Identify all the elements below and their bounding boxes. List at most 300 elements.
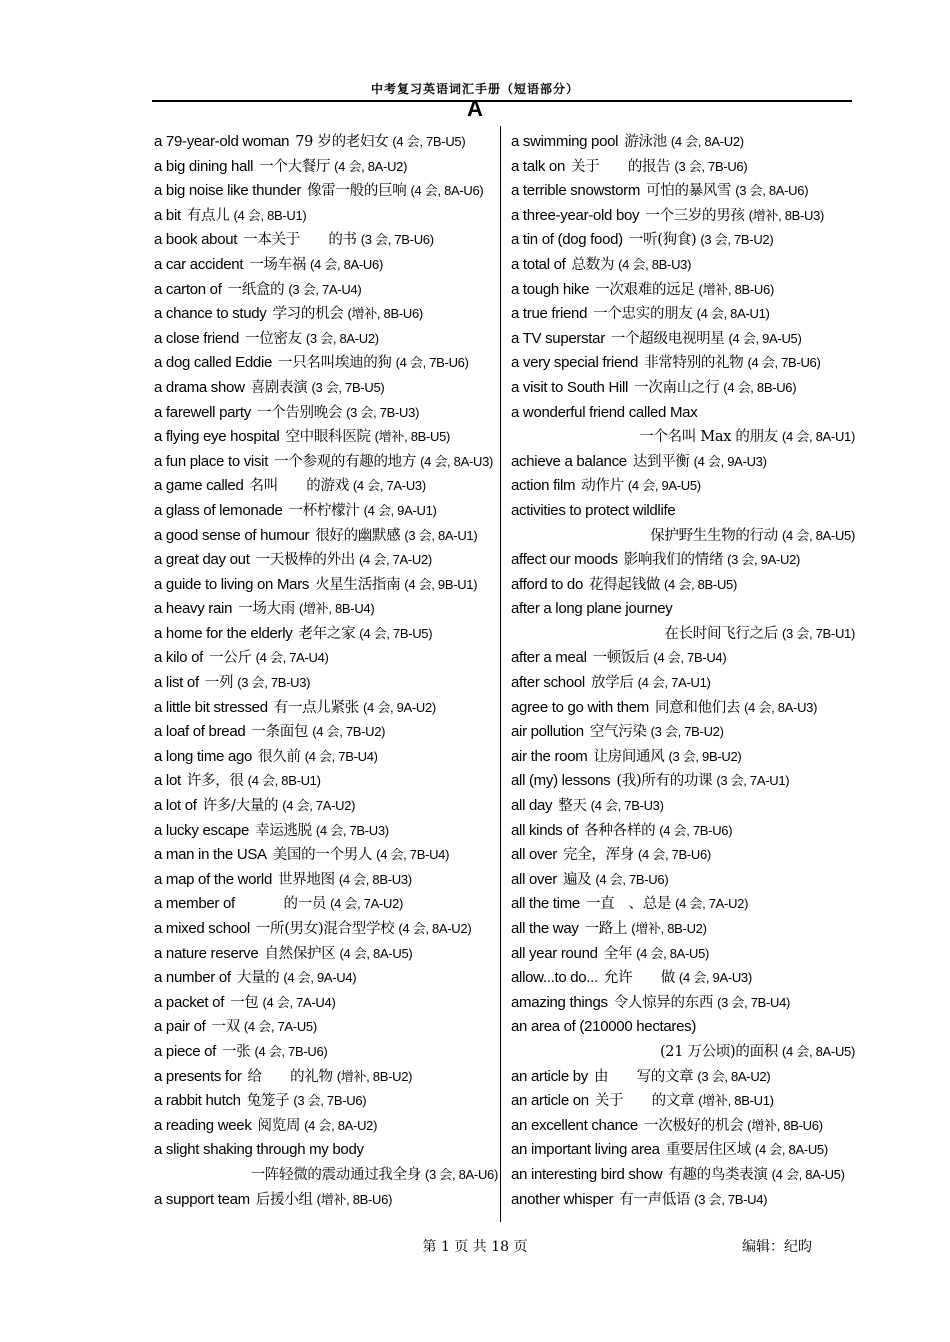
phrase-english: a close friend xyxy=(154,329,240,347)
phrase-chinese: 令人惊异的东西 xyxy=(613,994,714,1011)
phrase-english: a number of xyxy=(154,969,231,987)
phrase-chinese: 完全，浑身 xyxy=(562,847,634,864)
phrase-level-tag: (4 会, 7B-U5) xyxy=(359,625,433,641)
phrase-entry xyxy=(511,1089,855,1114)
phrase-level-tag: (3 会, 8A-U2) xyxy=(697,1068,771,1084)
phrase-chinese: 兔笼子 xyxy=(246,1093,290,1110)
phrase-english: allow...to do... xyxy=(511,969,598,987)
phrase-entry xyxy=(511,548,855,573)
phrase-entry xyxy=(154,376,498,401)
phrase-english: a reading week xyxy=(154,1116,252,1134)
phrase-english: an article on xyxy=(511,1092,589,1110)
page-number: 第 1 页 共 18 页 xyxy=(422,1239,528,1255)
phrase-level-tag: (3 会, 7B-U5) xyxy=(311,379,385,395)
phrase-chinese: 一次南山之行 xyxy=(634,379,720,396)
phrase-entry xyxy=(154,769,498,794)
phrase-chinese: 重要居住区域 xyxy=(665,1142,751,1159)
phrase-level-tag: (增补, 8B-U1) xyxy=(698,1093,774,1109)
phrase-chinese: 大量的 xyxy=(236,970,280,987)
phrase-english: an excellent chance xyxy=(511,1116,638,1134)
phrase-english: a swimming pool xyxy=(511,133,619,150)
phrase-chinese: 一个参观的有趣的地方 xyxy=(274,453,417,470)
phrase-chinese: 有一点儿紧张 xyxy=(273,699,359,716)
phrase-level-tag: (4 会, 8A-U3) xyxy=(420,453,494,469)
phrase-chinese: 各种各样的 xyxy=(584,822,656,839)
phrase-chinese: 一个超级电视明星 xyxy=(610,330,725,347)
phrase-chinese: 在长时间飞行之后 xyxy=(664,625,779,642)
phrase-entry xyxy=(511,1138,855,1163)
phrase-entry xyxy=(154,597,498,622)
phrase-level-tag: (3 会, 7B-U6) xyxy=(674,158,748,174)
phrase-entry xyxy=(511,597,855,646)
phrase-level-tag: (4 会, 8A-U3) xyxy=(744,699,818,715)
phrase-english: a guide to living on Mars xyxy=(154,575,310,593)
phrase-chinese: 非常特别的礼物 xyxy=(644,355,744,372)
phrase-english: a mixed school xyxy=(154,920,250,937)
phrase-entry xyxy=(511,499,855,548)
phrase-chinese: 由 写的文章 xyxy=(593,1068,694,1085)
phrase-entry xyxy=(154,474,498,499)
phrase-entry xyxy=(154,917,498,942)
phrase-chinese: 一双 xyxy=(211,1019,240,1036)
phrase-entry xyxy=(154,966,498,991)
phrase-english: all day xyxy=(511,797,553,815)
phrase-english: a little bit stressed xyxy=(154,698,268,716)
phrase-level-tag: (4 会, 7A-U4) xyxy=(262,994,336,1010)
phrase-chinese: 一纸盒的 xyxy=(227,281,285,298)
phrase-entry xyxy=(154,671,498,696)
phrase-level-tag: (4 会, 8A-U1) xyxy=(696,306,770,322)
phrase-english: all (my) lessons xyxy=(511,772,611,790)
phrase-entry xyxy=(154,720,498,745)
phrase-english: affect our moods xyxy=(511,551,618,569)
phrase-level-tag: (4 会, 7A-U2) xyxy=(282,798,356,814)
phrase-chinese: 一公斤 xyxy=(209,650,252,667)
phrase-level-tag: (4 会, 8A-U6) xyxy=(310,256,383,272)
phrase-english: a rabbit hutch xyxy=(154,1092,241,1110)
phrase-entry xyxy=(511,302,855,327)
phrase-level-tag: (4 会, 7B-U6) xyxy=(747,355,821,371)
phrase-chinese: 后援小组 xyxy=(255,1191,313,1208)
phrase-entry xyxy=(154,1015,498,1040)
phrase-level-tag: (3 会, 7B-U2) xyxy=(650,724,724,740)
phrase-entry xyxy=(154,794,498,819)
phrase-chinese: 许多/大量的 xyxy=(202,798,279,815)
phrase-entry xyxy=(154,155,498,180)
phrase-chinese: 一直 、总是 xyxy=(585,896,672,913)
phrase-entry xyxy=(511,720,855,745)
phrase-english: a loaf of bread xyxy=(154,723,246,741)
phrase-entry xyxy=(154,1138,498,1187)
phrase-level-tag: (4 会, 8A-U1) xyxy=(782,429,855,445)
phrase-entry xyxy=(154,646,498,671)
phrase-chinese: 一包 xyxy=(230,994,259,1011)
phrase-level-tag: (3 会, 7B-U4) xyxy=(717,994,791,1010)
phrase-english: a big noise like thunder xyxy=(154,182,302,200)
phrase-level-tag: (4 会, 7B-U4) xyxy=(653,650,727,666)
phrase-english: action film xyxy=(511,477,576,495)
phrase-entry xyxy=(154,1188,498,1213)
phrase-chinese: 一列 xyxy=(204,675,234,692)
phrase-chinese: 老年之家 xyxy=(298,625,356,642)
phrase-level-tag: (4 会, 8A-U2) xyxy=(670,134,744,149)
phrase-level-tag: (4 会, 8A-U2) xyxy=(398,921,472,936)
phrase-entry xyxy=(511,794,855,819)
phrase-chinese: 名叫 的游戏 xyxy=(249,478,349,495)
phrase-entry xyxy=(511,179,855,204)
phrase-entry xyxy=(154,1089,498,1114)
phrase-entry xyxy=(511,1163,855,1188)
phrase-english: a lucky escape xyxy=(154,821,250,839)
phrase-chinese: 关于 的报告 xyxy=(571,158,671,175)
phrase-level-tag: (4 会, 7B-U6) xyxy=(659,822,733,838)
phrase-entry xyxy=(511,204,855,229)
phrase-entry xyxy=(511,253,855,278)
phrase-english: a flying eye hospital xyxy=(154,428,280,446)
phrase-level-tag: (4 会, 9A-U1) xyxy=(363,502,437,518)
phrase-chinese: 一只名叫埃迪的狗 xyxy=(278,355,392,372)
phrase-level-tag: (3 会, 8A-U2) xyxy=(305,330,379,346)
phrase-entry xyxy=(511,942,855,967)
phrase-english: a car accident xyxy=(154,255,244,273)
phrase-entry xyxy=(154,942,498,967)
phrase-entry xyxy=(511,991,855,1016)
phrase-level-tag: (3 会, 7A-U1) xyxy=(716,773,790,789)
phrase-chinese: 一场大雨 xyxy=(238,601,295,618)
phrase-english: achieve a balance xyxy=(511,452,627,470)
phrase-entry xyxy=(511,130,855,155)
phrase-english: an article by xyxy=(511,1067,588,1085)
phrase-entry xyxy=(511,696,855,721)
phrase-english: a pair of xyxy=(154,1018,206,1036)
phrase-english: a long time ago xyxy=(154,747,253,765)
phrase-level-tag: (增补, 8B-U2) xyxy=(336,1068,413,1084)
phrase-english: amazing things xyxy=(511,993,608,1011)
phrase-level-tag: (增补, 8B-U5) xyxy=(374,429,451,445)
phrase-chinese: 一本关于 的书 xyxy=(243,232,357,249)
phrase-chinese: 一路上 xyxy=(584,921,628,937)
phrase-entry xyxy=(154,253,498,278)
phrase-entry xyxy=(154,204,498,229)
phrase-level-tag: (增补, 8B-U6) xyxy=(347,306,423,322)
phrase-entry xyxy=(154,499,498,524)
phrase-chinese: 允许 做 xyxy=(603,970,675,987)
phrase-chinese: 花得起钱做 xyxy=(589,576,661,593)
phrase-chinese: 给 的礼物 xyxy=(247,1068,333,1085)
phrase-entry xyxy=(154,130,498,155)
phrase-chinese: 一天极棒的外出 xyxy=(255,552,355,569)
phrase-entry xyxy=(511,892,855,917)
phrase-chinese: 阅览周 xyxy=(257,1117,301,1134)
phrase-chinese: 学习的机会 xyxy=(272,306,344,323)
phrase-entry xyxy=(511,819,855,844)
phrase-english: a tin of (dog food) xyxy=(511,231,623,249)
phrase-level-tag: (3 会, 7B-U3) xyxy=(237,675,311,691)
phrase-second-line xyxy=(654,1040,855,1065)
phrase-entry xyxy=(511,917,855,942)
phrase-entry xyxy=(511,155,855,180)
phrase-english: a carton of xyxy=(154,280,222,298)
phrase-english: afford to do xyxy=(511,575,584,593)
phrase-english: a support team xyxy=(154,1190,250,1208)
phrase-level-tag: (4 会, 7A-U3) xyxy=(352,478,426,494)
phrase-entry xyxy=(154,573,498,598)
phrase-english: a 79-year-old woman xyxy=(154,133,290,150)
phrase-chinese: 一次艰难的远足 xyxy=(595,281,695,298)
phrase-english: a list of xyxy=(154,674,199,692)
phrase-entry xyxy=(511,228,855,253)
phrase-entry xyxy=(511,1114,855,1139)
phrase-entry xyxy=(154,1065,498,1090)
phrase-entry xyxy=(154,179,498,204)
phrase-level-tag: (4 会, 8A-U6) xyxy=(410,183,484,199)
phrase-entry xyxy=(511,573,855,598)
phrase-level-tag: (增补, 8B-U4) xyxy=(298,601,375,617)
phrase-entry xyxy=(154,524,498,549)
phrase-english: a very special friend xyxy=(511,354,639,372)
phrase-chinese: 一个告别晚会 xyxy=(256,404,343,421)
phrase-level-tag: (增补, 8B-U6) xyxy=(698,281,774,297)
phrase-english: air pollution xyxy=(511,723,584,741)
phrase-chinese: 放学后 xyxy=(590,675,634,692)
phrase-english: after a meal xyxy=(511,649,587,667)
phrase-english: a true friend xyxy=(511,305,588,323)
column-divider xyxy=(500,126,501,1222)
phrase-english: activities to protect wildlife xyxy=(511,501,676,519)
phrase-level-tag: (4 会, 7B-U6) xyxy=(595,871,669,887)
phrase-level-tag: (4 会, 9A-U5) xyxy=(728,330,802,346)
phrase-entry xyxy=(511,278,855,303)
phrase-chinese: 世界地图 xyxy=(278,871,335,888)
phrase-level-tag: (3 会, 7B-U6) xyxy=(360,232,434,248)
phrase-chinese: 可怕的暴风雪 xyxy=(646,183,732,200)
phrase-level-tag: (3 会, 7B-U2) xyxy=(700,232,774,248)
phrase-english: a glass of lemonade xyxy=(154,501,283,519)
phrase-second-line xyxy=(245,1163,498,1188)
phrase-entry xyxy=(511,843,855,868)
phrase-chinese: 有点儿 xyxy=(186,207,230,224)
phrase-english: a chance to study xyxy=(154,305,267,323)
phrase-level-tag: (4 会, 7B-U4) xyxy=(304,748,378,764)
phrase-chinese: 一个名叫 Max 的朋友 xyxy=(639,429,779,446)
phrase-english: a fun place to visit xyxy=(154,452,269,470)
phrase-entry xyxy=(154,819,498,844)
phrase-level-tag: (3 会, 7B-U6) xyxy=(293,1093,367,1109)
phrase-english: all the time xyxy=(511,895,580,913)
phrase-entry xyxy=(511,401,855,450)
phrase-level-tag: (4 会, 7B-U5) xyxy=(392,134,466,149)
phrase-entry xyxy=(154,843,498,868)
phrase-entry xyxy=(511,1065,855,1090)
phrase-english: all year round xyxy=(511,944,598,962)
phrase-chinese: 的一员 xyxy=(240,896,327,913)
phrase-chinese: 有趣的鸟类表演 xyxy=(668,1166,768,1183)
phrase-english: a good sense of humour xyxy=(154,526,310,544)
phrase-entry xyxy=(511,769,855,794)
phrase-level-tag: (4 会, 7B-U3) xyxy=(315,822,389,838)
phrase-entry xyxy=(511,376,855,401)
phrase-chinese: 总数为 xyxy=(571,256,615,273)
phrase-english: an area of (210000 hectares) xyxy=(511,1018,697,1036)
phrase-chinese: 火星生活指南 xyxy=(315,576,401,593)
phrase-chinese: (21 万公顷)的面积 xyxy=(659,1043,779,1060)
phrase-level-tag: (4 会, 9B-U1) xyxy=(404,576,478,592)
phrase-english: a book about xyxy=(154,231,238,249)
phrase-level-tag: (增补, 8B-U6) xyxy=(316,1191,393,1207)
phrase-chinese: 一个三岁的男孩 xyxy=(645,207,745,224)
phrase-chinese: 整天 xyxy=(558,798,587,815)
phrase-entry xyxy=(511,671,855,696)
phrase-english: a talk on xyxy=(511,157,566,175)
phrase-chinese: 达到平衡 xyxy=(632,453,690,470)
phrase-level-tag: (3 会, 9B-U2) xyxy=(668,748,742,764)
phrase-english: after a long plane journey xyxy=(511,600,673,618)
phrase-level-tag: (4 会, 9A-U3) xyxy=(693,453,767,469)
phrase-entry xyxy=(511,1015,855,1064)
phrase-entry xyxy=(511,474,855,499)
phrase-english: a wonderful friend called Max xyxy=(511,403,698,421)
phrase-level-tag: (增补, 8B-U6) xyxy=(747,1117,823,1133)
phrase-entry xyxy=(154,892,498,917)
phrase-level-tag: (4 会, 9A-U2) xyxy=(362,699,436,715)
phrase-level-tag: (4 会, 8A-U5) xyxy=(782,1043,855,1059)
phrase-level-tag: (4 会, 8A-U5) xyxy=(782,527,855,543)
phrase-entry xyxy=(154,302,498,327)
phrase-english: a man in the USA xyxy=(154,846,267,864)
phrase-level-tag: (4 会, 7A-U1) xyxy=(637,675,711,691)
phrase-entry xyxy=(154,401,498,426)
phrase-second-line xyxy=(633,425,855,450)
editor-label: 编辑：纪昀 xyxy=(742,1239,812,1255)
phrase-chinese: 遍及 xyxy=(562,871,592,888)
phrase-chinese: 全年 xyxy=(603,945,633,962)
phrase-english: a bit xyxy=(154,206,181,224)
phrase-entry xyxy=(154,228,498,253)
phrase-chinese: 空气污染 xyxy=(589,724,647,741)
phrase-level-tag: (3 会, 8A-U6) xyxy=(735,183,809,199)
phrase-english: a lot of xyxy=(154,797,197,815)
phrase-entry xyxy=(154,1114,498,1139)
phrase-chinese: 一杯柠檬汁 xyxy=(288,502,360,519)
phrase-chinese: 一个忠实的朋友 xyxy=(593,306,693,323)
phrase-chinese: 同意和他们去 xyxy=(654,699,741,716)
phrase-chinese: 像雷一般的巨响 xyxy=(307,183,407,200)
phrase-english: a drama show xyxy=(154,378,245,396)
phrase-chinese: 美国的一个男人 xyxy=(272,847,373,864)
phrase-chinese: 很久前 xyxy=(258,748,301,765)
phrase-english: a game called xyxy=(154,477,244,495)
phrase-level-tag: (4 会, 7A-U4) xyxy=(255,650,329,666)
phrase-english: a piece of xyxy=(154,1042,217,1060)
phrase-chinese: 一次极好的机会 xyxy=(643,1117,744,1134)
phrase-english: a big dining hall xyxy=(154,157,254,175)
phrase-chinese: 一阵轻微的震动通过我全身 xyxy=(250,1166,422,1183)
phrase-level-tag: (4 会, 9A-U4) xyxy=(283,970,357,986)
phrase-level-tag: (4 会, 8B-U1) xyxy=(233,207,307,223)
phrase-entry xyxy=(511,450,855,475)
phrase-chinese: 很好的幽默感 xyxy=(315,527,401,544)
phrase-english: a presents for xyxy=(154,1067,242,1085)
phrase-chinese: 一位密友 xyxy=(245,330,302,347)
phrase-level-tag: (3 会, 7B-U1) xyxy=(782,625,855,641)
phrase-second-line xyxy=(644,524,855,549)
phrase-chinese: 79 岁的老妇女 xyxy=(295,134,389,150)
phrase-level-tag: (4 会, 7B-U6) xyxy=(254,1043,328,1059)
phrase-chinese: 一所(男女)混合型学校 xyxy=(255,921,395,937)
phrase-level-tag: (4 会, 7A-U2) xyxy=(330,896,404,912)
phrase-second-line xyxy=(658,622,855,647)
phrase-chinese: 许多，很 xyxy=(186,773,244,790)
phrase-level-tag: (4 会, 7A-U2) xyxy=(675,896,749,912)
phrase-level-tag: (3 会, 9A-U2) xyxy=(727,552,801,568)
phrase-entry xyxy=(154,991,498,1016)
phrase-english: all kinds of xyxy=(511,821,579,839)
phrase-level-tag: (3 会, 7B-U4) xyxy=(694,1191,768,1207)
phrase-level-tag: (4 会, 7B-U6) xyxy=(637,847,711,863)
phrase-english: a three-year-old boy xyxy=(511,206,640,224)
phrase-level-tag: (4 会, 8A-U2) xyxy=(304,1117,378,1133)
phrase-chinese: 保护野生生物的行动 xyxy=(650,527,779,544)
section-letter: A xyxy=(467,96,483,121)
phrase-english: air the room xyxy=(511,747,588,765)
phrase-entry xyxy=(154,548,498,573)
phrase-english: a heavy rain xyxy=(154,600,233,618)
phrase-level-tag: (4 会, 7A-U2) xyxy=(358,552,432,568)
phrase-english: after school xyxy=(511,674,585,692)
phrase-entry xyxy=(154,278,498,303)
phrase-entry xyxy=(511,745,855,770)
phrase-level-tag: (3 会, 8A-U1) xyxy=(404,527,478,543)
phrase-chinese: 有一声低语 xyxy=(619,1191,691,1208)
phrase-level-tag: (4 会, 8A-U5) xyxy=(771,1166,845,1182)
phrase-level-tag: (4 会, 8B-U1) xyxy=(247,773,321,789)
phrase-entry xyxy=(154,1040,498,1065)
page-header-title: 中考复习英语词汇手册（短语部分） xyxy=(370,82,579,96)
phrase-english: a packet of xyxy=(154,993,225,1011)
phrase-entry xyxy=(154,622,498,647)
phrase-entry xyxy=(154,351,498,376)
phrase-level-tag: (4 会, 7B-U3) xyxy=(590,798,664,814)
phrase-chinese: 一张 xyxy=(222,1043,251,1060)
phrase-chinese: 一顿饭后 xyxy=(592,650,650,667)
phrase-entry xyxy=(154,696,498,721)
phrase-english: a farewell party xyxy=(154,403,251,421)
phrase-level-tag: (4 会, 8B-U6) xyxy=(723,379,797,395)
phrase-level-tag: (3 会, 7B-U3) xyxy=(346,404,420,420)
phrase-entry xyxy=(511,646,855,671)
phrase-chinese: 关于 的文章 xyxy=(594,1093,695,1110)
phrase-chinese: 一场车祸 xyxy=(249,256,306,273)
phrase-english: a member of xyxy=(154,895,235,913)
phrase-chinese: 喜剧表演 xyxy=(250,379,308,396)
phrase-english: an interesting bird show xyxy=(511,1165,663,1183)
phrase-level-tag: (4 会, 8A-U5) xyxy=(339,945,413,961)
phrase-level-tag: (4 会, 7A-U5) xyxy=(243,1019,317,1035)
phrase-chinese: 一条面包 xyxy=(251,724,309,741)
phrase-entry xyxy=(511,966,855,991)
phrase-english: a visit to South Hill xyxy=(511,378,629,396)
phrase-level-tag: (4 会, 8B-U3) xyxy=(338,871,412,887)
phrase-level-tag: (4 会, 8B-U5) xyxy=(664,576,737,592)
phrase-english: a tough hike xyxy=(511,280,590,298)
phrase-entry xyxy=(511,1188,855,1213)
phrase-english: a slight shaking through my body xyxy=(154,1141,364,1159)
phrase-level-tag: (4 会, 9A-U5) xyxy=(627,478,701,494)
phrase-english: a dog called Eddie xyxy=(154,354,273,372)
phrase-english: all the way xyxy=(511,920,579,937)
phrase-level-tag: (3 会, 8A-U6) xyxy=(425,1166,498,1182)
phrase-chinese: 空中眼科医院 xyxy=(285,429,371,446)
